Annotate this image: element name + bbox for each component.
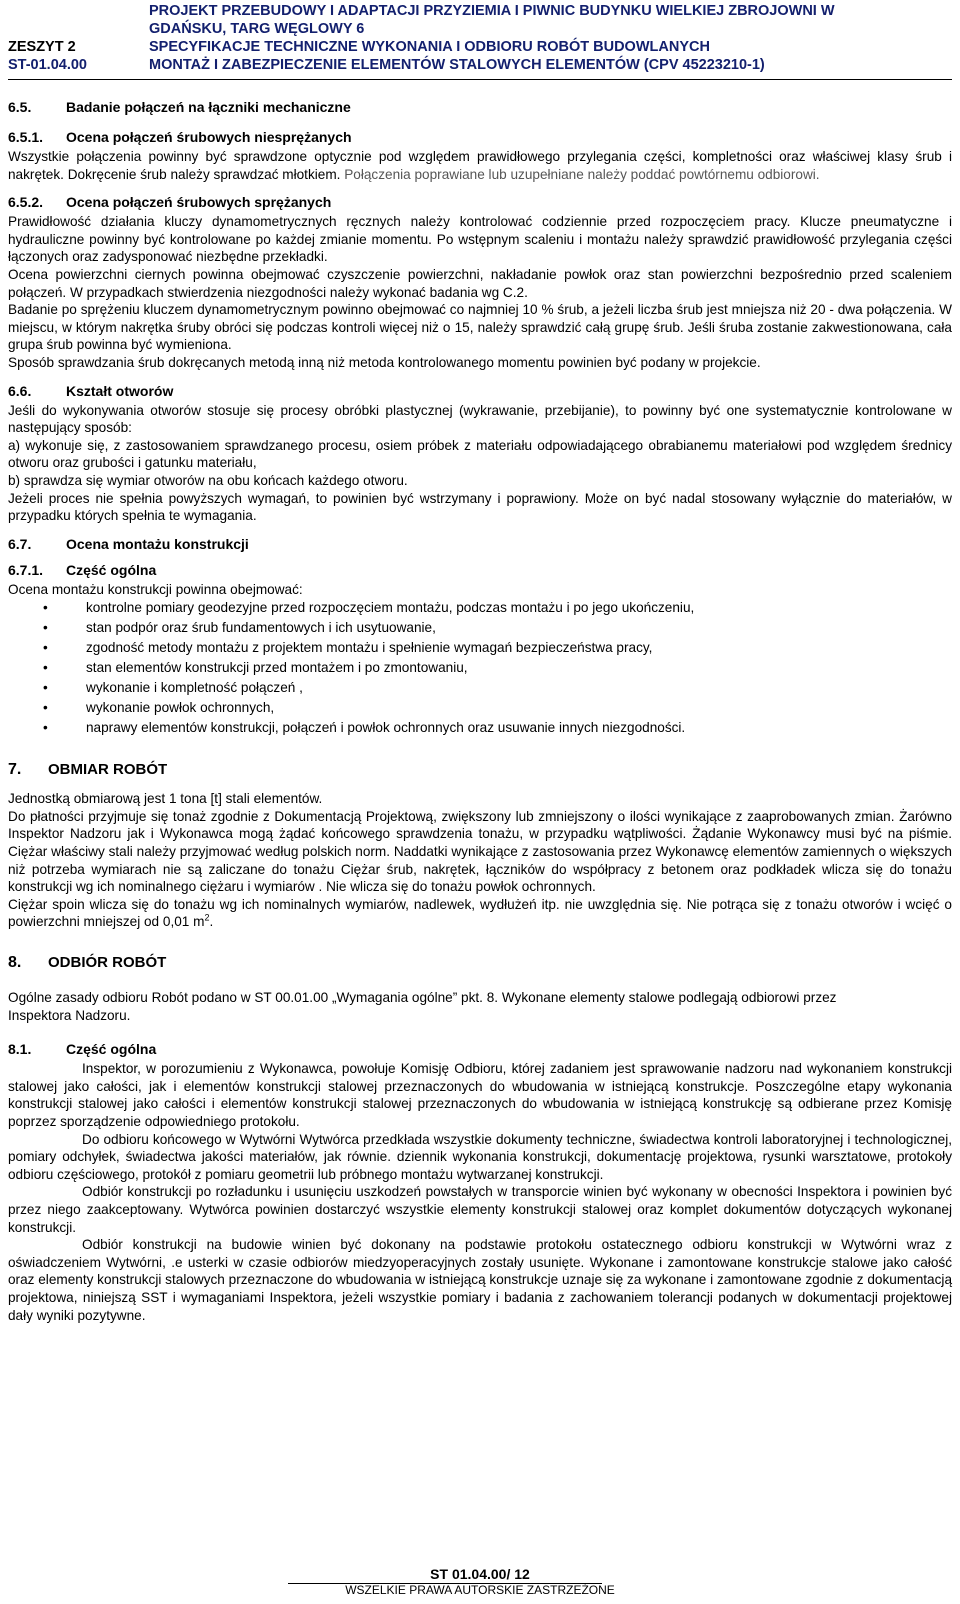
section-6-5-heading (8, 96, 952, 118)
paragraph: Odbiór konstrukcji po rozładunku i usunięciu uszkodzeń powstałych w transporcie winien być wykonany w obecności Inspektora i powinien być przez niego zaakceptowany. Wytwórca powinien dostarczyć wszystkie elementy konstrukcji stalowej oraz komplet dokumentów dotyczących wykonanej konstrukcji. (8, 1184, 952, 1235)
page-header (0, 2, 960, 76)
section-8-1-heading (8, 1038, 952, 1060)
section-number: 6.7. (8, 535, 32, 552)
section-number: 6.5.1. (8, 129, 44, 145)
paragraph: a) wykonuje się, z zastosowaniem sprawdzanego procesu, osiem próbek z materiału odpowiadającego obrabianemu materiałowi pod względem średnicy otworu oraz grubości i gatunku materiału, (8, 437, 952, 471)
list-item-text: kontrolne pomiary geodezyjne przed rozpoczęciem montażu, podczas montażu i po jego ukończeniu, (86, 600, 695, 616)
volume-label: ZESZYT 2 (8, 39, 76, 55)
paragraph-text: Ciężar spoin wlicza się do tonażu wg ich nominalnych wymiarów, nadlewek, wydłużeń itp. nie uwzględnia się. Nie potrąca się z tonażu otworów i wcięć o powierzchni mniejszej od 0,01 m (8, 896, 952, 930)
paragraph: Jeżeli proces nie spełnia powyższych wymagań, to powinien być wstrzymany i poprawiony. Może on być nadal stosowany wyłącznie do materiałów, w przypadku których spełnia te wymagania. (8, 490, 952, 524)
list-item-text: naprawy elementów konstrukcji, połączeń i powłok ochronnych oraz usuwanie innych niezgodności. (86, 720, 686, 736)
section-number: 7. (8, 761, 22, 779)
section-6-5-1-heading (8, 126, 952, 148)
section-7-heading (8, 758, 952, 782)
spec-subject: MONTAŻ I ZABEZPIECZENIE ELEMENTÓW STALOWYCH ELEMENTÓW (CPV 45223210-1) (149, 57, 765, 73)
paragraph-text: . (209, 914, 214, 930)
paragraph: b) sprawdza się wymiar otworów na obu końcach każdego otworu. (8, 472, 408, 488)
project-title-line-1: PROJEKT PRZEBUDOWY I ADAPTACJI PRZYZIEMIA I PIWNIC BUDYNKU WIELKIEJ ZBROJOWNI W (149, 3, 835, 19)
bullet-icon: • (43, 680, 48, 696)
section-title: Część ogólna (66, 1041, 157, 1058)
section-number: 6.5. (8, 99, 32, 115)
section-6-5-2-heading (8, 191, 952, 213)
bullet-icon: • (43, 620, 48, 636)
bullet-icon: • (43, 720, 48, 736)
project-title-line-2: GDAŃSKU, TARG WĘGLOWY 6 (149, 21, 365, 37)
paragraph: Jeśli do wykonywania otworów stosuje się procesy obróbki plastycznej (wykrawanie, przebijanie), to powinny być one systematycznie kontrolowane w następujący sposób: (8, 402, 952, 436)
paragraph (8, 896, 952, 931)
section-title: Kształt otworów (66, 382, 174, 399)
section-title: ODBIÓR ROBÓT (48, 954, 167, 972)
section-number: 6.5.2. (8, 194, 44, 211)
list-item-text: stan podpór oraz śrub fundamentowych i ich usytuowanie, (86, 620, 436, 636)
section-number: 6.7.1. (8, 561, 44, 578)
paragraph: Inspektor, w porozumieniu z Wykonawca, powołuje Komisję Odbioru, której zadaniem jest sprawowanie nadzoru nad wykonaniem konstrukcji stalowej jako całości, jak i elementów konstrukcji stalowej przeznaczonych do wbudowania w istniejącą konstrukcje. Poszczególne etapy wykonania konstrukcji stalowej jako całości i elementów konstrukcji stalowej przeznaczonych do wbudowania w istniejącą konstrukcję są odbierane przez Komisję poprzez sporządzenie odpowiedniego protokołu. (8, 1061, 952, 1129)
section-title: Badanie połączeń na łączniki mechaniczne (66, 99, 351, 115)
list-item (8, 678, 952, 698)
header-divider (8, 79, 952, 80)
bullet-icon: • (43, 660, 48, 676)
list-intro: Ocena montażu konstrukcji powinna obejmować: (8, 581, 303, 597)
list-item-text: wykonanie i kompletność połączeń , (86, 680, 303, 696)
paragraph: Do płatności przyjmuje się tonaż zgodnie z Dokumentacją Projektową, zwiększony lub zmniejszony o ilości wynikające z zaaprobowanych zmian. Żarówno Inspektor Nadzoru jak i Wykonawca mogą żądać końcowego sprawdzenia tonażu, w przypadku wątpliwości. Żądanie Wykonawcy musi być na piśmie. Ciężar właściwy stali należy przyjmować według polskich norm. Naddatki wynikające z zastosowania przez Wykonawcę elementów zamiennych o większych niż potrzeba wymiarach nie są zaliczane do tonażu Ciężar śrub, nakrętek, łączników do współpracy z betonem oraz podkładek wlicza się do tonażu konstrukcji wg ich nominalnego ciężaru i wymiarów . Nie wlicza się do tonażu powłok ochronnych. (8, 808, 952, 895)
spec-code: ST-01.04.00 (8, 57, 87, 73)
superscript: 2 (204, 912, 210, 923)
paragraph: Jednostką obmiarową jest 1 tona [t] stali elementów. (8, 791, 323, 807)
list-item-text: stan elementów konstrukcji przed montażem i po zmontowaniu, (86, 660, 468, 676)
list-item (8, 658, 952, 678)
paragraph: Sposób sprawdzania śrub dokręcanych metodą inną niż metoda kontrolowanego momentu powinien być podany w projekcie. (8, 354, 761, 370)
list-item (8, 718, 952, 738)
paragraph-text: Wszystkie połączenia powinny być sprawdzone optycznie pod względem prawidłowego przylegania części, kompletności oraz właściwej klasy śrub i nakrętek. Dokręcenie śrub należy sprawdzać młotkiem. (8, 149, 952, 182)
document-body (8, 96, 952, 1324)
bullet-icon: • (43, 700, 48, 716)
section-8-heading (8, 951, 952, 975)
assessment-list (8, 598, 952, 738)
footer-divider (288, 1583, 602, 1584)
paragraph: Ogólne zasady odbioru Robót podano w ST 00.01.00 „Wymagania ogólne” pkt. 8. Wykonane elementy stalowe podlegają odbiorowi przez Inspektora Nadzoru. (8, 990, 837, 1023)
section-title: Ocena połączeń śrubowych niesprężanych (66, 129, 352, 145)
paragraph: Ocena powierzchni ciernych powinna obejmować czyszczenie powierzchni, nakładanie powłok oraz stan powierzchni bezpośrednio przed scaleniem połączeń. W przypadkach stwierdzenia niezgodności należy wykonać badania wg C.2. (8, 266, 952, 300)
copyright-notice: WSZELKIE PRAWA AUTORSKIE ZASTRZEŻONE (345, 1583, 615, 1597)
section-number: 6.6. (8, 382, 32, 399)
list-item-text: zgodność metody montażu z projektem montażu i spełnienie wymagań bezpieczeństwa pracy, (86, 640, 653, 656)
list-item-text: wykonanie powłok ochronnych, (86, 700, 275, 716)
section-6-6-heading (8, 380, 952, 402)
paragraph: Prawidłowość działania kluczy dynamometrycznych ręcznych należy kontrolować codziennie przed rozpoczęciem pracy. Klucze pneumatyczne i hydrauliczne powinny być kontrolowane po każdej zmianie momentu. Po wstępnym scaleniu i montażu należy sprawdzić prawidłowość przylegania części łączonych oraz zadysponować niezbędne przekładki. (8, 214, 952, 265)
page-number: ST 01.04.00/ 12 (430, 1566, 530, 1582)
section-6-7-heading (8, 533, 952, 555)
section-number: 8. (8, 954, 22, 972)
list-item (8, 598, 952, 618)
section-6-7-1-heading (8, 559, 952, 581)
section-title: OBMIAR ROBÓT (48, 761, 168, 779)
paragraph: Badanie po sprężeniu kluczem dynamometrycznym powinno obejmować co najmniej 10 % śrub, a jeżeli liczba śrub jest mniejsza niż 20 - dwa połączenia. W miejscu, w którym nakrętka śruby obróci się podczas kontroli więcej niż o 15, należy sprawdzić całą grupę śrub. Jeśli śruba zostanie zakwestionowana, cała grupa śrub powinna być wymieniona. (8, 302, 952, 353)
paragraph: Odbiór konstrukcji na budowie winien być dokonany na podstawie protokołu ostatecznego odbioru konstrukcji w Wytwórni wraz z oświadczeniem Wytwórni, .e usterki w czasie odbiorów miedzyoperacyjnych zostały usunięte. Wykonane i zamontowane konstrukcje stalowe jako całość oraz elementy konstrukcji stalowych przeznaczone do wbudowania w istniejącą konstrukcje uznaje się za wykonane i zamontowane zgodnie z dokumentacją projektowa, niniejszą SST i wymaganiami Inspektora, jeżeli wszystkie pomiary i badania z zachowaniem tolerancji podanych w dokumentacji projektowej dały wyniki pozytywne. (8, 1237, 952, 1323)
paragraph: Do odbioru końcowego w Wytwórni Wytwórca przedkłada wszystkie dokumenty techniczne, świadectwa kontroli laboratoryjnej i technologicznej, pomiary odchyłek, świadectwa jakości materiałów, jak równie. dziennik wykonania konstrukcji, dokumentację projektowa, rysunki warsztatowe, protokoły odbioru częściowego, protokół z pomiaru geometrii lub próbnego montażu wytwarzanej konstrukcji. (8, 1131, 952, 1182)
section-title: Część ogólna (66, 561, 157, 578)
bullet-icon: • (43, 600, 48, 616)
paragraph (8, 148, 952, 183)
spec-title: SPECYFIKACJE TECHNICZNE WYKONANIA I ODBIORU ROBÓT BUDOWLANYCH (149, 39, 710, 55)
section-title: Ocena połączeń śrubowych sprężanych (66, 194, 332, 211)
bullet-icon: • (43, 640, 48, 656)
section-title: Ocena montażu konstrukcji (66, 535, 249, 552)
list-item (8, 618, 952, 638)
list-item (8, 698, 952, 718)
list-item (8, 638, 952, 658)
section-number: 8.1. (8, 1041, 32, 1058)
paragraph-text-gray: Połączenia poprawiane lub uzupełniane należy poddać powtórnemu odbiorowi. (344, 166, 820, 182)
page-footer (0, 1566, 960, 1598)
